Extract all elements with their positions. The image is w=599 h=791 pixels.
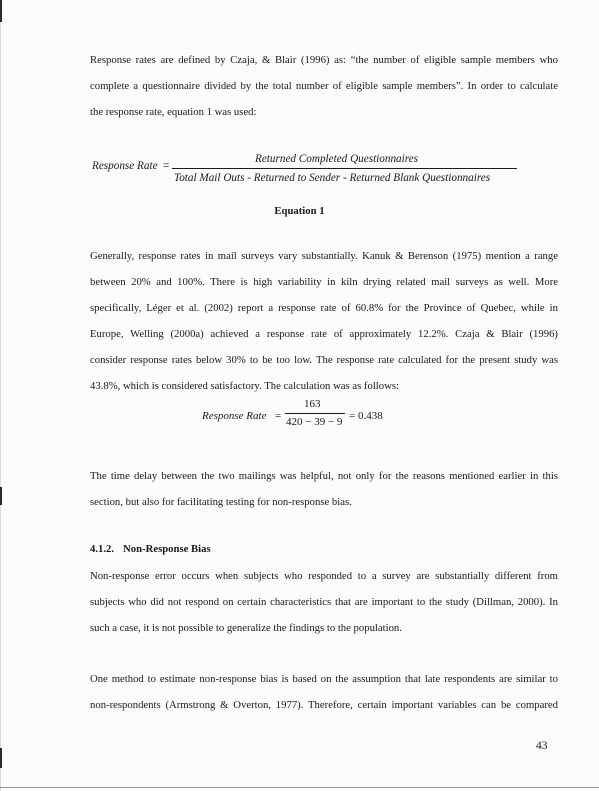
paragraph-4-line: subjects who did not respond on certain characteristics that are important to the study (Dillman, 2000). In [90,596,558,608]
paragraph-2-line: specifically, Léger et al. (2002) report a response rate of 60.8% for the Province of Quebec, while in [90,302,558,314]
equation-1-equals: = [163,160,170,172]
equation-2-result: = 0.438 [349,410,383,422]
section-number: 4.1.2. [90,543,115,555]
equation-1-denominator: Total Mail Outs - Returned to Sender - Returned Blank Questionnaires [174,172,491,184]
equation-1-lhs: Response Rate [92,160,158,172]
page-left-edge [0,0,1,791]
equation-2-fraction-bar [285,413,345,414]
equation-1-numerator: Returned Completed Questionnaires [255,153,419,165]
paragraph-4-line: Non-response error occurs when subjects who responded to a survey are substantially different from [90,570,558,582]
equation-2-lhs: Response Rate [202,410,267,422]
paragraph-5-line: One method to estimate non-response bias is based on the assumption that late respondents are similar to [90,673,558,685]
paragraph-4-line: such a case, it is not possible to generalize the findings to the population. [90,622,402,634]
paragraph-1-line: the response rate, equation 1 was used: [90,106,257,118]
equation-2-denominator: 420 − 39 − 9 [286,416,343,428]
page-number: 43 [536,740,548,752]
section-title: Non-Response Bias [123,543,211,555]
paragraph-1-line: Response rates are defined by Czaja, & Blair (1996) as: “the number of eligible sample members who [90,54,558,66]
paragraph-3-line: The time delay between the two mailings was helpful, not only for the reasons mentioned earlier in this [90,470,558,482]
paragraph-1-line: complete a questionnaire divided by the total number of eligible sample members”. In order to calculate [90,80,558,92]
equation-2-equals: = [275,410,282,422]
paragraph-5-line: non-respondents (Armstrong & Overton, 1977). Therefore, certain important variables can be compared [90,699,558,711]
paragraph-2-line: 43.8%, which is considered satisfactory. The calculation was as follows: [90,380,399,392]
equation-2-numerator: 163 [304,398,321,410]
paragraph-2-line: Europe, Welling (2000a) achieved a response rate of approximately 12.2%. Czaja & Blair (1996) [90,328,558,340]
paragraph-3-line: section, but also for facilitating testing for non-response bias. [90,496,352,508]
equation-1-fraction-bar [172,168,517,169]
page-edge-mark [0,0,2,22]
paragraph-2-line: between 20% and 100%. There is high variability in kiln drying related mail surveys as well. More [90,276,558,288]
paragraph-2-line: consider response rates below 30% to be too low. The response rate calculated for the present study was [90,354,558,366]
paragraph-2-line: Generally, response rates in mail surveys vary substantially. Kanuk & Berenson (1975) mention a range [90,250,558,262]
page-edge-mark [0,487,2,505]
equation-1-label: Equation 1 [274,205,325,217]
page-bottom-border [0,787,599,788]
page-edge-mark [0,748,2,768]
section-heading [90,543,211,555]
